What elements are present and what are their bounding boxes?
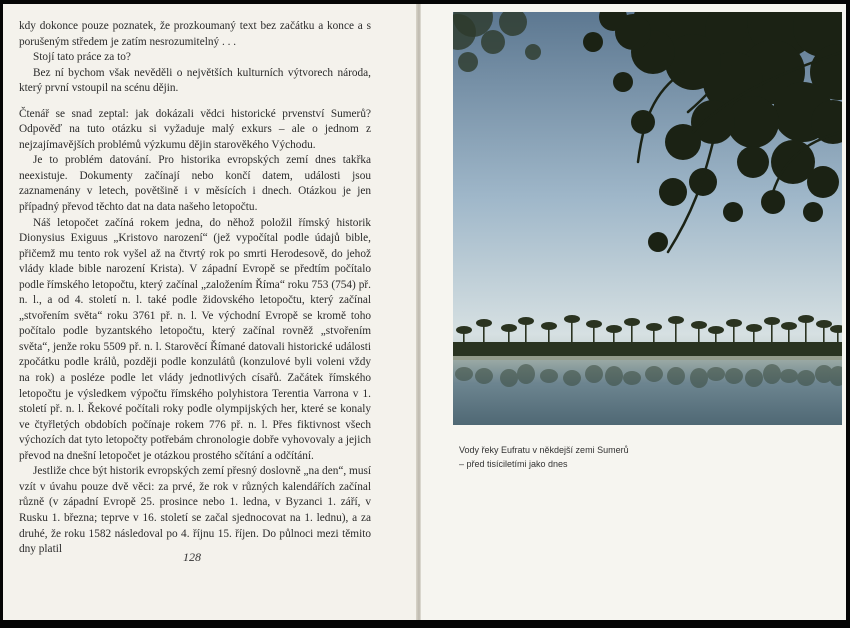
body-text [19,19,371,558]
paragraph: Jestliže chce být historik evropských zemí přesný doslovně „na den“, musí vzít v úvahu pouze dvě věci: za prvé, že rok v různých kalendářích začínal různě (v západní Evropě 25. prosince nebo 1. ledna, v Byzanci 1. září, v Rusku 1. března; teprve v 16. století se začal sjednocovat na 1. lednu), a za druhé, že roku 1582 následoval po 4. říjnu 15. říjen. Do půlnoci mezi těmito dny platil [19,465,371,556]
paragraph: Bez ní bychom však nevěděli o největších kulturních výtvorech národa, který první vstoupil na scénu dějin. [19,66,371,95]
paragraph: Náš letopočet začíná rokem jedna, do něhož položil římský historik Dionysius Exiguus „Kristovo narození“ (jež vypočítal podle údajů bible, přičemž mu tento rok vyšel až na čtvrtý rok po smrti Herodesově, do jehož vlády klade bible narození Krista). V západní Evropě se předtím počítalo podle římského letopočtu, který začínal „založením Říma“ roku 753 (754) př. n. l., a od 4. století n. l. také podle židovského letopočtu, který začínal „stvořením světa“ roku 3761 př. n. l. Ve východní Evropě se kromě toho počítalo podle byzantského letopočtu, který začínal rovněž „stvořením světa“, jenže roku 5509 př. n. l. Starověcí Římané datovali historické události zpočátku podle králů, později podle konzulátů (konzulové byli voleni vždy na rok) a posléze podle let vlády jednotlivých císařů. Začátek římského letopočtu je výsledkem výpočtu římského polyhistora Terentia Varrona v 1. století př. n. l. Řekové počítali roky podle olympijských her, které se konaly ve čtyřletých obdobích počínaje rokem 776 př. n. l. Přes fiktivnost všech výchozích dat tyto letopočty potřebám chronologie dobře vyhovovaly a jejich převod na dnešní letopočet je otázkou prostého sčítání a odčítání. [19,216,371,462]
euphrates-landscape-photo [453,12,842,425]
left-page [3,4,417,620]
paragraph: Stojí tato práce za to? [33,51,131,64]
photo-caption [459,443,759,471]
caption-line-1: Vody řeky Eufratu v někdejší zemi Sumerů [459,445,629,455]
paragraph: Čtenář se snad zeptal: jak dokázali vědci historické prvenství Sumerů? Odpověď na tuto otázku si vyžaduje malý exkurs – ale o jednom z nejzajímavějších problémů výzkumu dějin starověkého Východu. [19,107,371,151]
page-number: 128 [183,550,201,564]
caption-line-2: – před tisíciletími jako dnes [459,459,568,469]
paragraph: Je to problém datování. Pro historika evropských zemí dnes takřka neexistuje. Dokumenty začínají nebo končí datem, události jsou zaznamenány v letech, povětšině i v měsících i dnech. Otázkou je jen případný převod těchto dat na data našeho letopočtu. [19,154,371,214]
paragraph: kdy dokonce pouze poznatek, že prozkoumaný text bez začátku a konce a s porušeným středem je zatím nesrozumitelný . . . [19,20,371,48]
